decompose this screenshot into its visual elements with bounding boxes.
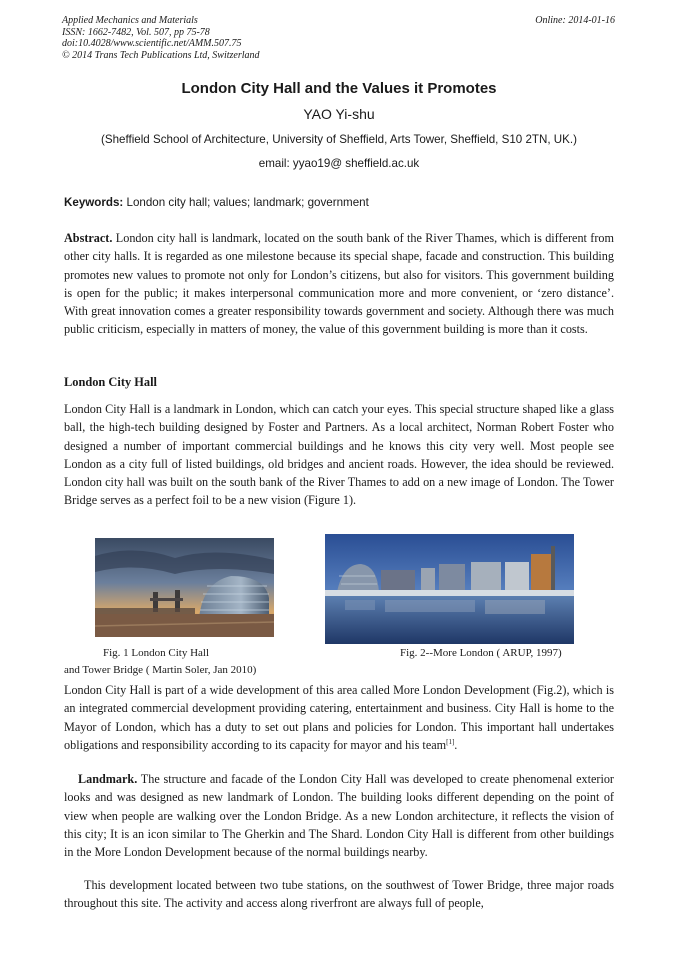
paragraph-1: London City Hall is a landmark in London, which can catch your eyes. This special structure shaped like a glass ball, the high-tech building designed by Foster and Partners. As a local architect, Norman Robert Foster who designed a number of important commercial buildings and he knows this city very well. Most people see London as a city full of listed buildings, old bridges and ancient roads. However, the idea should be reviewed. London city hall was built on the south bank of the River Thames to add on a new image of London. The Tower Bridge serves as a perfect foil to be a new vision (Figure 1). [64, 402, 614, 508]
paragraph-4: This development located between two tube stations, on the southwest of Tower Bridge, three major roads throughout this site. The activity and access along riverfront are always full of people, [64, 878, 614, 911]
keywords-label: Keywords: [64, 196, 124, 209]
paper-title: London City Hall and the Values it Promotes [181, 80, 497, 97]
journal-copyright: © 2014 Trans Tech Publications Ltd, Switzerland [62, 49, 260, 61]
abstract-label: Abstract. [64, 231, 113, 245]
citation-ref[interactable]: [1] [446, 737, 455, 746]
figure-2-image [325, 534, 574, 644]
paragraph-3-text: The structure and facade of the London City Hall was developed to create phenomenal exterior looks and was designed as new landmark of London. The building looks different depending on the point of view when people are walking over the London Bridge. As a new London architecture, it reflects the vision of this city; It is an icon similar to The Gherkin and The Shard. London City Hall is different from other buildings in the More London Development because of the normal buildings nearby. [64, 772, 614, 860]
journal-issn: ISSN: 1662-7482, Vol. 507, pp 75-78 [62, 26, 210, 38]
paragraph-2-text: London City Hall is part of a wide development of this area called More London Development (Fig.2), which is an integrated commercial development providing catering, entertainment and business. City Hall is home to the Mayor of London, which has a duty to set out plans and policies for London. This important hall undertakes obligations and responsibility according to its capacity for mayor and his team [64, 683, 614, 752]
landmark-label: Landmark. [78, 772, 138, 786]
journal-name: Applied Mechanics and Materials [62, 15, 198, 26]
figure-1-caption-line2: and Tower Bridge ( Martin Soler, Jan 2010) [64, 664, 257, 676]
journal-doi[interactable]: doi:10.4028/www.scientific.net/AMM.507.75 [62, 38, 242, 50]
paragraph-3 [64, 770, 614, 861]
figure-2-caption: Fig. 2--More London ( ARUP, 1997) [400, 647, 562, 659]
paragraph-2-end: . [454, 737, 458, 752]
paragraph-2 [64, 681, 614, 754]
keywords [64, 196, 369, 209]
paper-affiliation: (Sheffield School of Architecture, University of Sheffield, Arts Tower, Sheffield, S10 2TN, UK.) [100, 133, 577, 146]
section-heading: London City Hall [64, 375, 157, 389]
journal-header [62, 15, 260, 61]
keywords-text: London city hall; values; landmark; government [123, 196, 369, 209]
abstract-text: London city hall is landmark, located on the south bank of the River Thames, which is different from other city halls. It is regarded as one milestone because its special shape, facade and construction. This building promotes new values to promote not only for London’s citizens, but also for visitors. This government building is open for the public; it makes interpersonal communication more and more convenient, or ‘zero distance’. With great innovation comes a greater responsibility towards government and society. Although there was much public criticism, especially in matters of money, the value of this government building is more than it costs. [64, 231, 614, 337]
figure-1-caption-line1: Fig. 1 London City Hall [103, 647, 210, 659]
figure-1-image [95, 538, 274, 637]
online-date: Online: 2014-01-16 [535, 15, 615, 26]
abstract [64, 229, 614, 339]
paper-author: YAO Yi-shu [303, 106, 375, 122]
paper-email[interactable]: email: yyao19@ sheffield.ac.uk [258, 157, 420, 170]
